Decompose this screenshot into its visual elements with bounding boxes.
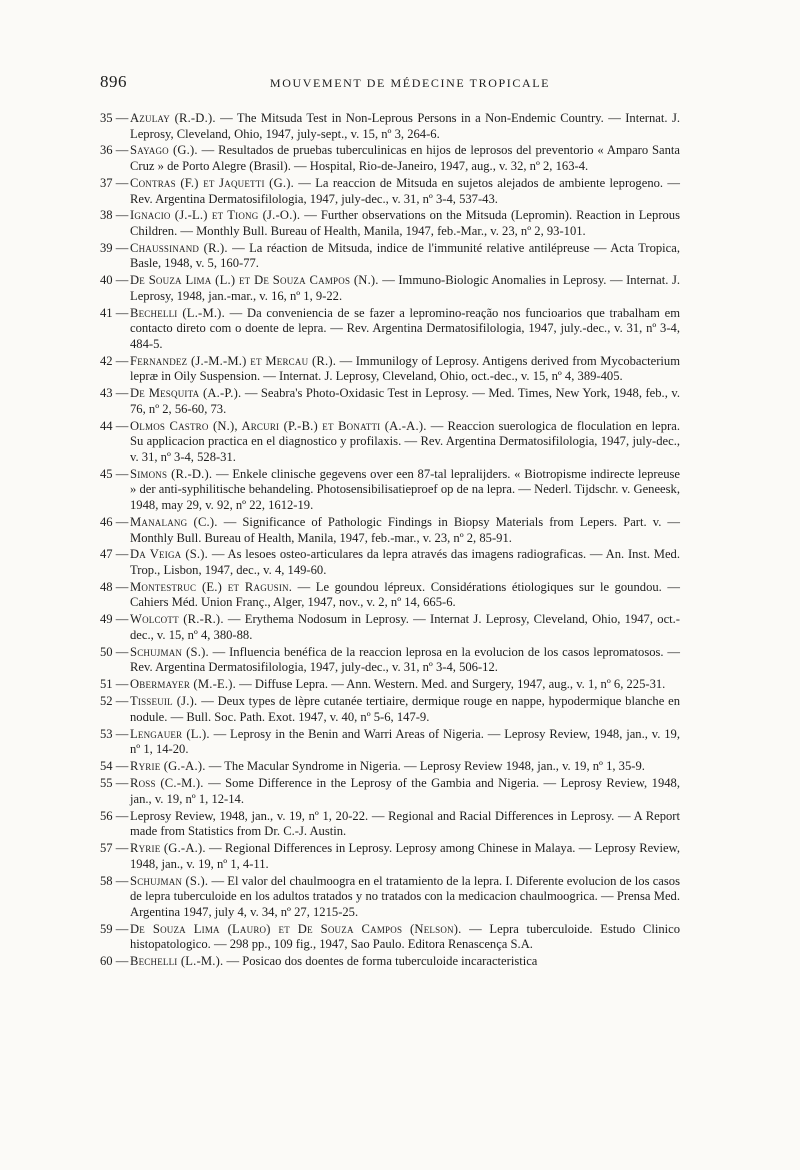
- reference-number: 49 —: [100, 612, 129, 627]
- reference-entry: [100, 111, 680, 142]
- reference-author: Olmos Castro (N.), Arcuri (P.-B.) et Bonatti (A.-A.).: [130, 418, 427, 433]
- reference-text: — Deux types de lèpre cutanée tertiaire, dermique rouge en nappe, hypodermique blanche en nodule. — Bull. Soc. Path. Exot. 1947, v. 40, nº 5-6, 147-9.: [130, 694, 680, 724]
- reference-author: Ryrie (G.-A.).: [130, 841, 206, 856]
- reference-number: 57 —: [100, 841, 129, 856]
- reference-author: Sayago (G.).: [130, 143, 198, 158]
- reference-number: 58 —: [100, 873, 129, 888]
- reference-number: 45 —: [100, 466, 129, 481]
- reference-number: 51 —: [100, 677, 129, 692]
- reference-entry: [100, 354, 680, 385]
- reference-author: Da Veiga (S.).: [130, 547, 209, 562]
- reference-text: — Seabra's Photo-Oxidasic Test in Leprosy. — Med. Times, New York, 1948, feb., v. 76, nº 2, 56-60, 73.: [130, 386, 680, 416]
- reference-text: Leprosy Review, 1948, jan., v. 19, nº 1, 20-22. — Regional and Racial Differences in Leprosy. — A Report made from Statistics from Dr. C.-J. Austin.: [130, 808, 680, 839]
- reference-text: — Regional Differences in Leprosy. Leprosy among Chinese in Malaya. — Leprosy Review, 1948, jan., v. 19, nº 1, 4-11.: [130, 841, 680, 871]
- reference-text: — La reaccion de Mitsuda en sujetos alejados de ambiente leprogeno. — Rev. Argentina Dermatosifilologia, 1947, july-dec., v. 31, nº 3-4, 537-43.: [130, 175, 680, 206]
- reference-number: 35 —: [100, 111, 129, 125]
- reference-text: — Some Difference in the Leprosy of the Gambia and Nigeria. — Leprosy Review, 1948, jan., v. 19, nº 1, 12-14.: [130, 776, 680, 806]
- reference-entry: [100, 776, 680, 807]
- running-title: MOUVEMENT DE MÉDECINE TROPICALE: [269, 76, 551, 90]
- reference-text: — The Macular Syndrome in Nigeria. — Leprosy Review 1948, jan., v. 19, nº 1, 35-9.: [205, 759, 645, 774]
- page-header: [100, 70, 680, 94]
- reference-entry: [100, 809, 680, 840]
- reference-entry: [100, 419, 680, 466]
- reference-entry: [100, 515, 680, 546]
- reference-number: 47 —: [100, 547, 129, 562]
- reference-entry: [100, 677, 680, 693]
- reference-entry: [100, 612, 680, 643]
- reference-text: — Le goundou lépreux. Considérations étiologiques sur le goundou. — Cahiers Méd. Union Franç., Alger, 1947, nov., v. 2, nº 14, 665-6.: [130, 579, 680, 610]
- reference-entry: [100, 580, 680, 611]
- reference-entry: [100, 241, 680, 272]
- reference-number: 55 —: [100, 776, 129, 791]
- reference-entry: [100, 694, 680, 725]
- reference-number: 59 —: [100, 921, 129, 936]
- reference-text: — El valor del chaulmoogra en el tratamiento de la lepra. I. Diferente evolucion de los casos de lepra tuberculoide en los adultos tratados y no tratados con la medicacion chaulmoogrica. — Prensa Med. Argentina 1947, july 4, v. 34, nº 27, 1215-25.: [130, 873, 680, 919]
- reference-entry: [100, 841, 680, 872]
- reference-text: — Posicao dos doentes de forma tuberculoide incaracteristica: [223, 954, 538, 969]
- reference-number: 60 —: [100, 954, 129, 969]
- reference-number: 36 —: [100, 143, 129, 158]
- reference-text: — As lesoes osteo-articulares da lepra através das imagens radiograficas. — An. Inst. Med. Trop., Lisbon, 1947, dec., v. 4, 149-60.: [130, 547, 681, 577]
- reference-author: Bechelli (L.-M.).: [130, 954, 224, 969]
- reference-entry: [100, 143, 680, 174]
- reference-number: 43 —: [100, 386, 129, 401]
- reference-number: 56 —: [100, 808, 129, 823]
- reference-entry: [100, 645, 680, 676]
- reference-number: 50 —: [100, 644, 129, 659]
- reference-text: — Leprosy in the Benin and Warri Areas of Nigeria. — Leprosy Review, 1948, jan., v. 19, nº 1, 14-20.: [130, 726, 680, 757]
- page-number: 896: [100, 72, 127, 91]
- reference-number: 37 —: [100, 175, 129, 190]
- reference-number: 40 —: [100, 273, 129, 288]
- reference-entry: [100, 759, 680, 775]
- reference-entry: [100, 386, 680, 417]
- reference-number: 44 —: [100, 418, 129, 433]
- reference-number: 42 —: [100, 353, 129, 368]
- reference-entry: [100, 922, 680, 953]
- reference-text: — Immunilogy of Leprosy. Antigens derived from Mycobacterium lepræ in Oily Suspension. — Internat. J. Leprosy, Cleveland, Ohio, oct.-dec., v. 15, nº 4, 389-405.: [130, 353, 680, 384]
- reference-author: Obermayer (M.-E.).: [130, 677, 236, 692]
- reference-text: — Lepra tuberculoide. Estudo Clinico histopatologico. — 298 pp., 109 fig., 1947, Sao Paulo. Editora Renascença S.A.: [130, 921, 680, 952]
- reference-author: Fernandez (J.-M.-M.) et Mercau (R.).: [130, 353, 337, 368]
- reference-author: Bechelli (L.-M.).: [130, 305, 225, 320]
- reference-author: Lengauer (L.).: [130, 726, 210, 741]
- reference-text: — Erythema Nodosum in Leprosy. — Internat J. Leprosy, Cleveland, Ohio, 1947, oct.-dec., v. 15, nº 4, 380-88.: [130, 612, 680, 642]
- reference-entry: [100, 176, 680, 207]
- reference-entry: [100, 874, 680, 921]
- reference-author: Schujman (S.).: [130, 873, 209, 888]
- reference-author: Tisseuil (J.).: [130, 694, 198, 709]
- reference-text: — Da conveniencia de se fazer a lepromino-reação nos funcioarios que trabalham em contacto direto com o doente de lepra. — Rev. Argentina Dermatosifilologia, 1947, july.-dec., v. 31, nº 3-4, 484-5.: [130, 305, 681, 351]
- reference-author: Ross (C.-M.).: [130, 776, 204, 791]
- reference-number: 38 —: [100, 208, 129, 223]
- reference-entry: [100, 547, 680, 578]
- reference-number: 54 —: [100, 759, 129, 774]
- reference-text: — Diffuse Lepra. — Ann. Western. Med. and Surgery, 1947, aug., v. 1, nº 6, 225-31.: [235, 677, 666, 692]
- reference-number: 41 —: [100, 305, 129, 320]
- reference-number: 39 —: [100, 240, 129, 255]
- reference-author: De Souza Lima (L.) et De Souza Campos (N.).: [130, 273, 379, 288]
- reference-author: Schujman (S.).: [130, 644, 209, 659]
- reference-text: — Reaccion suerologica de floculation en lepra. Su applicacion practica en el diagnostico y profilaxis. — Rev. Argentina Dermatosifilologia, 1947, july-dec., v. 31, nº 3-4, 528-31.: [130, 418, 680, 464]
- reference-author: Montestruc (E.) et Ragusin.: [130, 579, 293, 594]
- reference-entry: [100, 727, 680, 758]
- reference-number: 46 —: [100, 514, 129, 529]
- reference-entry: [100, 306, 680, 353]
- reference-author: Azulay (R.-D.).: [130, 111, 216, 125]
- reference-number: 52 —: [100, 694, 129, 709]
- reference-author: Chaussinand (R.).: [130, 240, 228, 255]
- reference-number: 53 —: [100, 726, 129, 741]
- reference-entry: [100, 273, 680, 304]
- reference-author: Contras (F.) et Jaquetti (G.).: [130, 175, 294, 190]
- reference-text: — Influencia benéfica de la reaccion leprosa en la evolucion de los casos lepromatosos. — Rev. Argentina Dermatosifilologia, 1947, july-dec., v. 31, nº 3-4, 506-12.: [130, 644, 680, 675]
- reference-text: — La réaction de Mitsuda, indice de l'immunité relative antilépreuse — Acta Tropica, Basle, 1948, v. 5, 160-77.: [130, 240, 680, 271]
- reference-entry: [100, 208, 680, 239]
- reference-list: [100, 111, 680, 971]
- reference-author: Simons (R.-D.).: [130, 466, 213, 481]
- reference-author: Ignacio (J.-L.) et Tiong (J.-O.).: [130, 208, 301, 223]
- reference-entry: [100, 467, 680, 514]
- reference-text: — Immuno-Biologic Anomalies in Leprosy. — Internat. J. Leprosy, 1948, jan.-mar., v. 16, nº 1, 9-22.: [130, 273, 680, 303]
- reference-entry: [100, 954, 680, 970]
- reference-author: Ryrie (G.-A.).: [130, 759, 206, 774]
- reference-text: — Enkele clinische gegevens over een 87-tal lepralijders. « Biotropisme indirecte lepreuse » der anti-syphilitische behandeling. Photosensibilisatieproef op de na lepra. — Nederl. Tijdschr. v. Geneesk, 1948, may 29, v. 92, nº 22, 1612-19.: [130, 466, 680, 513]
- reference-author: De Souza Lima (Lauro) et De Souza Campos (Nelson).: [130, 921, 462, 936]
- reference-number: 48 —: [100, 579, 129, 594]
- reference-author: De Mesquita (A.-P.).: [130, 386, 242, 401]
- reference-text: — The Mitsuda Test in Non-Leprous Persons in a Non-Endemic Country. — Internat. J. Leprosy, Cleveland, Ohio, 1947, july-sept., v. 15, nº 3, 264-6.: [130, 111, 680, 141]
- reference-author: Manalang (C.).: [130, 514, 218, 529]
- reference-author: Wolcott (R.-R.).: [130, 612, 224, 627]
- reference-text: — Resultados de pruebas tuberculinicas en hijos de leprosos del preventorio « Amparo Santa Cruz » de Porto Alegre (Brasil). — Hospital, Rio-de-Janeiro, 1947, aug., v. 32, nº 2, 163-4.: [130, 143, 680, 174]
- reference-text: — Significance of Pathologic Findings in Biopsy Materials from Lepers. Part. v. — Monthly Bull. Bureau of Health, Manila, 1947, feb.-mar., v. 23, nº 2, 85-91.: [130, 514, 680, 545]
- reference-text: — Further observations on the Mitsuda (Lepromin). Reaction in Leprous Children. — Monthly Bull. Bureau of Health, Manila, 1947, feb.-Mar., v. 23, nº 2, 93-101.: [130, 208, 681, 238]
